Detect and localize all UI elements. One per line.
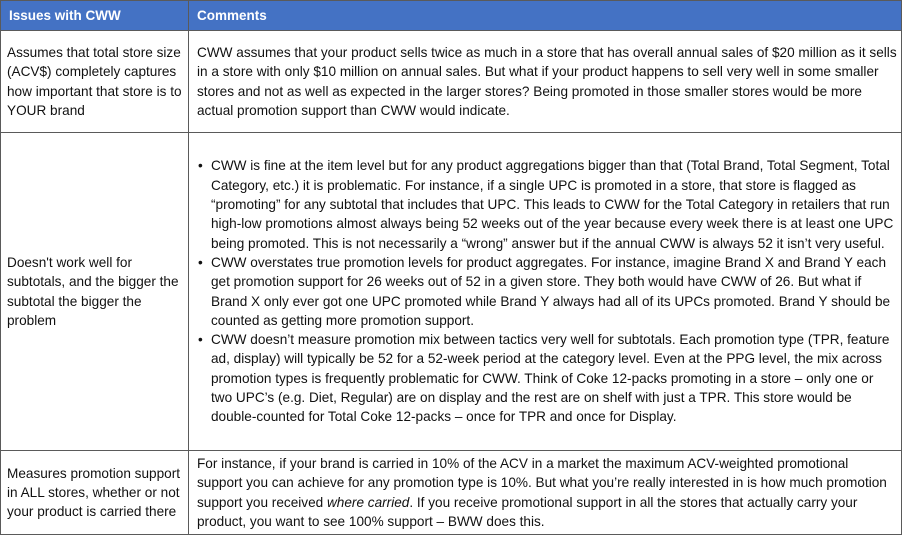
table-row (1, 31, 902, 133)
comment-cell (189, 451, 902, 535)
issue-cell: Doesn't work well for subtotals, and the bigger the subtotal the bigger the problem (1, 133, 189, 451)
comment-text-after: . If you receive promotional support in all the stores that actually carry your product, you want to see 100% support – BWW does this. (197, 494, 858, 529)
bullet-item: • CWW is fine at the item level but for any product aggregations bigger than that (Total Brand, Total Segment, Total Category, etc.) it is problematic. For instance, if a single UPC is promoted in a store, that store is flagged as “promoting” for any subtotal that includes that UPC. This leads to CWW for the Total Category in retailers that run high-low promotions almost always being 52 weeks out of the year because every week there is at least one UPC being promoted. This is not necessarily a “wrong” answer but if the annual CWW is always 52 it isn’t very useful. (211, 156, 897, 252)
header-comments: Comments (189, 1, 902, 31)
comment-cell: CWW assumes that your product sells twice as much in a store that has overall annual sales of $20 million as it sells in a store with only $10 million on annual sales. But what if your product happens to sell very well in some smaller stores and not as well as expected in the larger stores? Being promoted in those smaller stores would be more actual promotion support than CWW would indicate. (189, 31, 902, 133)
bullet-list (197, 156, 897, 426)
issue-cell: Measures promotion support in ALL stores, whether or not your product is carried there (1, 451, 189, 535)
header-issues: Issues with CWW (1, 1, 189, 31)
table-row (1, 133, 902, 451)
comment-cell (189, 133, 902, 451)
table-row (1, 451, 902, 535)
comment-text-italic: where carried (326, 494, 410, 510)
bullet-item: • CWW doesn’t measure promotion mix between tactics very well for subtotals. Each promotion type (TPR, feature ad, display) will typically be 52 for a 52-week period at the category level. Even at the PPG level, the mix across promotion types is frequently problematic for CWW. Think of Coke 12-packs promoting in a store – only one or two UPC’s (e.g. Diet, Regular) are on display and the rest are on shelf with just a TPR. This store would be double-counted for Total Coke 12-packs – once for TPR and once for Display. (211, 330, 897, 426)
header-row (1, 1, 902, 31)
issue-cell: Assumes that total store size (ACV$) completely captures how important that store is to YOUR brand (1, 31, 189, 133)
comment-text-before: For instance, if your brand is carried in 10% of the ACV in a market the maximum ACV-weighted promotional support you can achieve for any promotion type is 10%. But what you’re really interested in is how much promotion support you received (197, 455, 887, 510)
bullet-item: • CWW overstates true promotion levels for product aggregates. For instance, imagine Brand X and Brand Y each get promotion support for 26 weeks out of 52 in a given store. They both would have CWW of 26. But what if Brand X only ever got one UPC promoted while Brand Y always had all of its UPCs promoted. Brand Y should be counted as getting more promotion support. (211, 253, 897, 330)
